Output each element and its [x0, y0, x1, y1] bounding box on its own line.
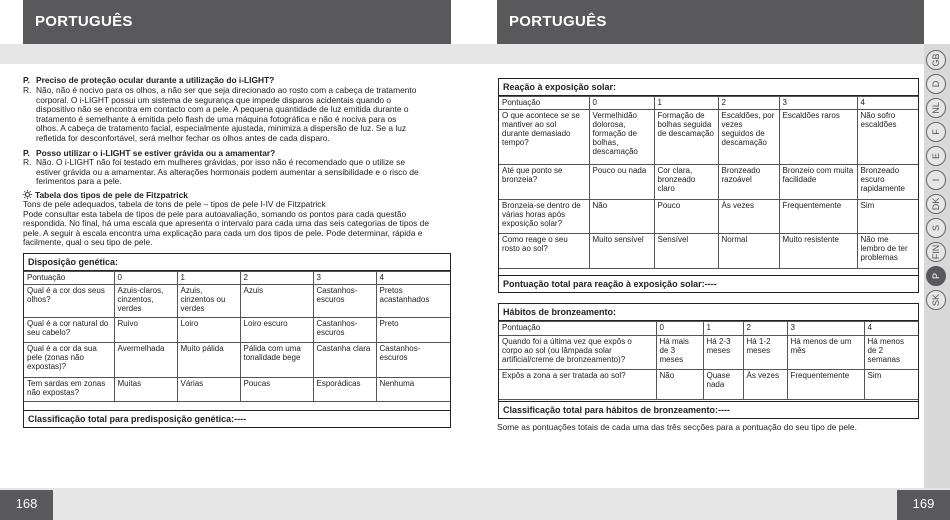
table-cell: Não me lembro de ter problemas [857, 234, 918, 269]
language-tab-nl[interactable]: NL [926, 98, 946, 118]
language-tab-p[interactable]: P [926, 266, 946, 286]
fitzpatrick-heading-text: Tabela dos tipos de pele de Fitzpatrick [35, 190, 188, 200]
scoring-footnote: Some as pontuações totais de cada uma das três secções para a pontuação do seu tipo de pele. [497, 422, 857, 432]
table-row [499, 200, 918, 234]
table-cell: Qual é a cor da sua pele (zonas não expostas)? [24, 343, 114, 378]
table-cell: Preto [376, 318, 450, 343]
table-cell: Até que ponto se bronzeia? [499, 165, 589, 200]
table-header-cell: 0 [114, 272, 177, 285]
qa-question-text: Posso utilizar o i-LIGHT se estiver grávida ou a amamentar? [36, 148, 276, 158]
table-cell: Frequentemente [779, 200, 857, 234]
qa-answer-line: ferimentos para a pele. [36, 176, 122, 186]
table-cell: Sensível [654, 234, 718, 269]
right-page-number: 169 [897, 490, 950, 520]
table-cell: Pouco [654, 200, 718, 234]
tanning-habits-table [498, 303, 919, 419]
left-bottom-strip [0, 488, 475, 520]
table-cell: Não [656, 370, 703, 400]
table-header-cell: 3 [779, 97, 857, 110]
table-cell: Bronzeio com muita facilidade [779, 165, 857, 200]
table-cell: Ruivo [114, 318, 177, 343]
language-tab-fin[interactable]: FIN [926, 242, 946, 262]
right-bottom-strip [475, 488, 950, 520]
table-cell: Pouco ou nada [589, 165, 654, 200]
table-cell: Normal [718, 234, 779, 269]
table-row [24, 285, 450, 318]
table-header-row [24, 272, 450, 285]
fitzpatrick-intro-line: pele. A seguir à escala encontra uma explicação para cada um dos tipos de pele. Pode determinar, rápida e [23, 227, 423, 238]
table-header-cell: 2 [718, 97, 779, 110]
fitzpatrick-intro-line: Pode consultar esta tabela de tipos de pele para autoavaliação, somando os pontos para cada questão [23, 208, 407, 219]
table-cell: Escaldões, por vezes seguidos de descamação [718, 110, 779, 165]
table-cell: Muito resistente [779, 234, 857, 269]
qa-question-letter: P. [23, 148, 30, 158]
table-header-cell: 3 [787, 322, 864, 336]
fitzpatrick-intro-line: facilmente, qual o seu tipo de pele. [23, 237, 153, 247]
qa-answer-line: dispositivo não se encontra em contacto com a pele. A pequena quantidade de luz emitida durante o [36, 104, 409, 114]
table-row [24, 378, 450, 402]
language-sidebar [924, 44, 950, 488]
table-cell: Escaldões raros [779, 110, 857, 165]
table-cell: Azuis, cinzentos ou verdes [177, 285, 240, 318]
sun-table-grid [499, 96, 918, 269]
qa-answer-letter: R. [23, 157, 32, 167]
table-cell: Tem sardas em zonas não expostas? [24, 378, 114, 402]
table-header-cell: Pontuação [499, 322, 656, 336]
table-cell: Castanhos-escuros [376, 343, 450, 378]
table-row [499, 234, 918, 269]
genetic-table-grid [24, 271, 450, 402]
genetic-disposition-table [23, 253, 451, 428]
table-cell: Expôs a zona a ser tratada ao sol? [499, 370, 656, 400]
table-cell: Muito pálida [177, 343, 240, 378]
table-cell: Muito sensível [589, 234, 654, 269]
table-cell: Quando foi a última vez que expôs o corpo ao sol (ou lâmpada solar artificial/creme de bronzeamento)? [499, 336, 656, 370]
table-header-cell: 3 [313, 272, 376, 285]
table-header-cell: 4 [857, 97, 918, 110]
table-cell: Bronzeia-se dentro de várias horas após exposição solar? [499, 200, 589, 234]
table-row [24, 343, 450, 378]
table-header-cell: 0 [589, 97, 654, 110]
table-cell: Esporádicas [313, 378, 376, 402]
sun-exposure-table [498, 78, 919, 293]
table-cell: Loiro escuro [240, 318, 313, 343]
table-cell: Às vezes [743, 370, 787, 400]
fitzpatrick-intro [23, 200, 453, 248]
table-cell: Há menos de um mês [787, 336, 864, 370]
table-cell: Frequentemente [787, 370, 864, 400]
table-header-row [499, 97, 918, 110]
left-header-title: PORTUGUÊS [35, 13, 133, 30]
table-row [24, 318, 450, 343]
language-tab-e[interactable]: E [926, 146, 946, 166]
table-header-cell: Pontuação [24, 272, 114, 285]
table-header-cell: 0 [656, 322, 703, 336]
qa-answer-text [36, 86, 454, 143]
language-tab-sk[interactable]: SK [926, 290, 946, 310]
left-page-number: 168 [0, 490, 53, 520]
table-cell: Há 2-3 meses [703, 336, 743, 370]
table-cell: Nenhuma [376, 378, 450, 402]
qa-question-text: Preciso de proteção ocular durante a utilização do i-LIGHT? [36, 75, 275, 85]
qa-answer-1 [23, 86, 453, 146]
qa-answer-line: estiver grávida ou a amamentar. As alterações hormonais podem aumentar a sensibilidade e o risco de [36, 166, 419, 177]
table-cell: Azuis-claros, cinzentos, verdes [114, 285, 177, 318]
qa-answer-2 [23, 158, 453, 188]
table-row [499, 370, 918, 400]
table-header-cell: 4 [376, 272, 450, 285]
table-cell: Muitas [114, 378, 177, 402]
table-cell: Sim [864, 370, 918, 400]
table-header-cell: 2 [240, 272, 313, 285]
table-cell: Não sofro escaldões [857, 110, 918, 165]
table-cell: Pálida com uma tonalidade bege [240, 343, 313, 378]
genetic-table-total: Classificação total para predisposição genética:---- [24, 410, 450, 427]
sun-table-total: Pontuação total para reação à exposição solar:---- [499, 275, 918, 292]
table-cell: Bronzeado razoável [718, 165, 779, 200]
qa-answer-line: Não. O i-LIGHT não foi testado em mulheres grávidas, por isso não é recomendado que o utilize se [36, 157, 406, 167]
qa-answer-text [36, 158, 454, 187]
table-header-cell: 1 [703, 322, 743, 336]
table-cell: Bronzeado escuro rapidamente [857, 165, 918, 200]
table-cell: Castanhos-escuros [313, 318, 376, 343]
table-cell: Avermelhada [114, 343, 177, 378]
tan-table-grid [499, 321, 918, 400]
table-header-cell: 1 [177, 272, 240, 285]
language-tab-gb[interactable]: GB [926, 50, 946, 70]
table-header-cell: 2 [743, 322, 787, 336]
tan-table-title: Hábitos de bronzeamento: [499, 304, 918, 321]
table-header-cell: Pontuação [499, 97, 589, 110]
qa-answer-line: corporal. O i-LIGHT possui um sistema de segurança que impede disparos acidentais quando o [36, 94, 392, 105]
table-row [499, 110, 918, 165]
left-header-bar [23, 0, 451, 44]
table-header-cell: 1 [654, 97, 718, 110]
right-page [475, 0, 950, 520]
table-cell: Há mais de 3 meses [656, 336, 703, 370]
sun-table-title: Reação à exposição solar: [499, 79, 918, 96]
table-cell: Cor clara, bronzeado claro [654, 165, 718, 200]
table-cell: Qual é a cor dos seus olhos? [24, 285, 114, 318]
table-cell: Quase nada [703, 370, 743, 400]
table-cell: Castanhos-escuros [313, 285, 376, 318]
left-top-strip [0, 44, 475, 64]
table-cell: Há menos de 2 semanas [864, 336, 918, 370]
qa-question-letter: P. [23, 75, 30, 85]
right-top-strip [475, 44, 950, 64]
fitzpatrick-intro-line: Tons de pele adequados, tabela de tons de pele – tipos de pele I-IV de Fitzpatrick [23, 199, 326, 209]
table-row [499, 336, 918, 370]
qa-answer-line: Não, não é nocivo para os olhos, a não ser que seja direcionado ao rosto com a cabeça de tratamento [36, 85, 417, 95]
genetic-table-title: Disposição genética: [24, 254, 450, 271]
table-row [499, 165, 918, 200]
tan-table-total: Classificação total para hábitos de bronzeamento:---- [499, 401, 918, 418]
table-cell: Qual é a cor natural do seu cabelo? [24, 318, 114, 343]
right-header-bar [497, 0, 924, 44]
table-cell: O que acontece se se mantiver ao sol durante demasiado tempo? [499, 110, 589, 165]
language-tab-f[interactable]: F [926, 122, 946, 142]
table-cell: Castanha clara [313, 343, 376, 378]
sun-icon [23, 190, 32, 199]
language-tab-s[interactable]: S [926, 218, 946, 238]
table-cell: Azuis [240, 285, 313, 318]
qa-answer-line: refletida for desconfortável, será melhor fechar os olhos antes de cada disparo. [36, 132, 330, 143]
table-header-row [499, 322, 918, 336]
qa-answer-letter: R. [23, 85, 32, 95]
table-cell: Não [589, 200, 654, 234]
table-cell: Loiro [177, 318, 240, 343]
fitzpatrick-intro-line: respondida. No final, há uma escala que apresenta o intervalo para cada uma das seis categorias de tipos de [23, 218, 429, 228]
table-cell: Vermelhidão dolorosa, formação de bolhas, descamação [589, 110, 654, 165]
table-cell: Há 1-2 meses [743, 336, 787, 370]
table-cell: Sim [857, 200, 918, 234]
table-cell: Às vezes [718, 200, 779, 234]
table-cell: Formação de bolhas seguida de descamação [654, 110, 718, 165]
right-header-title: PORTUGUÊS [509, 13, 607, 30]
table-header-cell: 4 [864, 322, 918, 336]
table-cell: Poucas [240, 378, 313, 402]
language-tab-d[interactable]: D [926, 74, 946, 94]
table-cell: Como reage o seu rosto ao sol? [499, 234, 589, 269]
table-cell: Várias [177, 378, 240, 402]
qa-answer-line: olhos. A cabeça de tratamento facial, especialmente ajustada, minimiza a dispersão de luz. Se a luz [36, 123, 407, 133]
language-tab-i[interactable]: I [926, 170, 946, 190]
table-cell: Pretos acastanhados [376, 285, 450, 318]
qa-answer-line: tratamento é semelhante à emitida pelo flash de uma máquina fotográfica e não é nociva para os [36, 113, 397, 124]
language-tab-dk[interactable]: DK [926, 194, 946, 214]
